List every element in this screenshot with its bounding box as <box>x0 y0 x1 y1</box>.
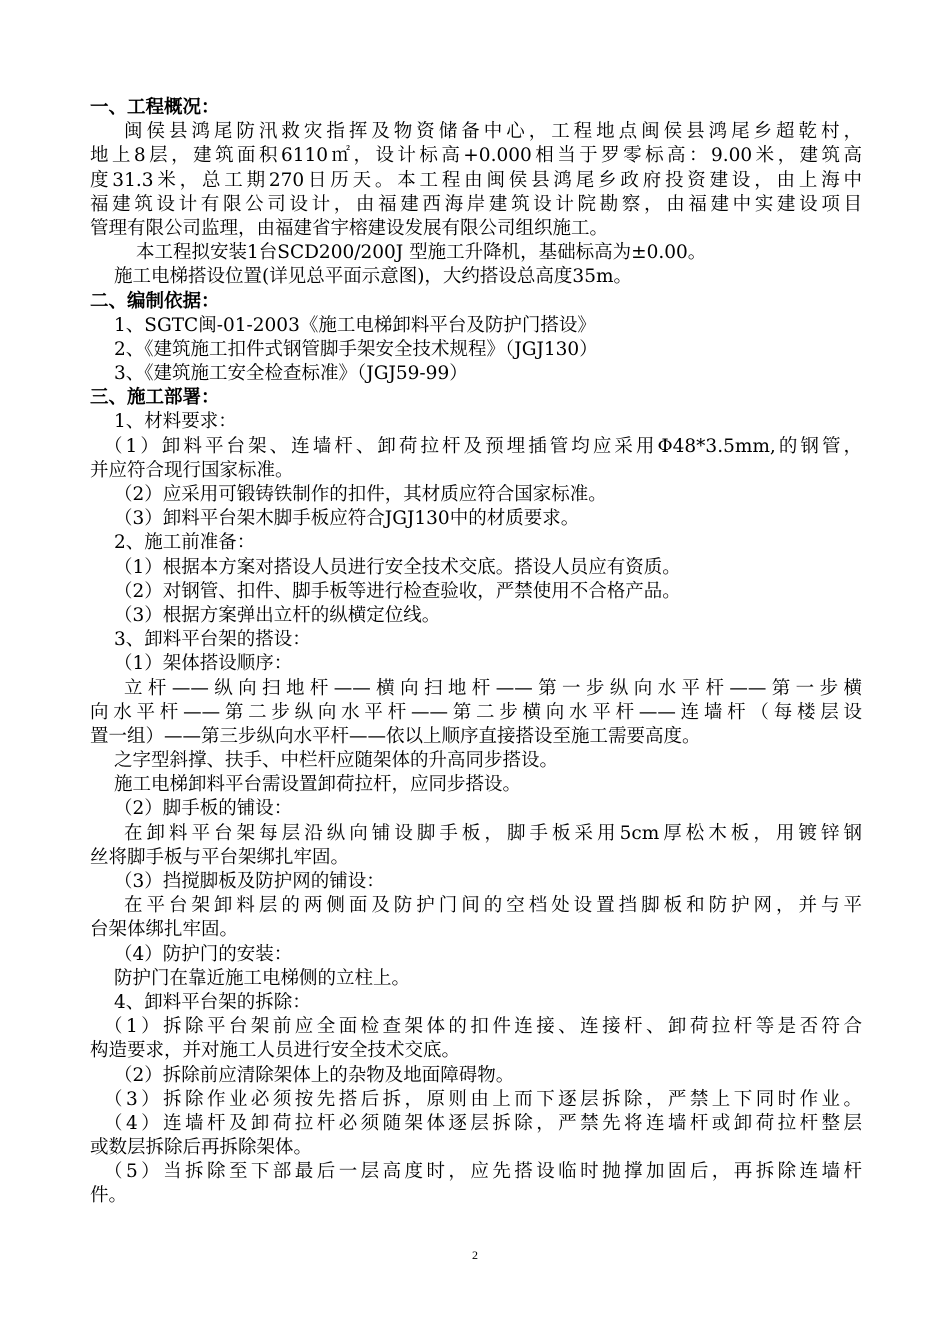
paragraph-line: （2）应采用可锻铸铁制作的扣件，其材质应符合国家标准。 <box>114 484 607 505</box>
paragraph-line: 在卸料平台架每层沿纵向铺设脚手板，脚手板采用5cm厚松木板，用镀锌钢 <box>124 822 862 844</box>
paragraph-line: （5）当拆除至下部最后一层高度时，应先搭设临时抛撑加固后，再拆除连墙杆 <box>104 1161 862 1183</box>
paragraph-line: 2、施工前准备： <box>114 532 256 554</box>
paragraph-line: 管理有限公司监理，由福建省宇榕建设发展有限公司组织施工。 <box>90 217 609 239</box>
paragraph-line: 丝将脚手板与平台架绑扎牢固。 <box>90 846 350 868</box>
paragraph-line: 之字型斜撑、扶手、中栏杆应随架体的升高同步搭设。 <box>114 750 559 772</box>
paragraph-line: （2）对钢管、扣件、脚手板等进行检查验收，严禁使用不合格产品。 <box>114 580 681 602</box>
paragraph-line: （1）架体搭设顺序： <box>114 653 293 675</box>
paragraph-line: 1、SGTC闽-01-2003《施工电梯卸料平台及防护门搭设》 <box>114 314 596 336</box>
paragraph-line: 构造要求，并对施工人员进行安全技术交底。 <box>90 1040 461 1062</box>
paragraph-line: 3、卸料平台架的搭设： <box>114 629 311 651</box>
paragraph-line: （4）连墙杆及卸荷拉杆必须随架体逐层拆除，严禁先将连墙杆或卸荷拉杆整层 <box>104 1112 862 1134</box>
section-heading: 三、施工部署： <box>90 387 220 409</box>
paragraph-line: 地上8层，建筑面积6110㎡，设计标高+0.000相当于罗零标高：9.00米，建筑高 <box>90 145 862 167</box>
paragraph-line: 度31.3米，总工期270日历天。本工程由闽侯县鸿尾乡政府投资建设，由上海中 <box>90 169 862 191</box>
paragraph-line: （4）防护门的安装： <box>114 943 293 965</box>
paragraph-line: 防护门在靠近施工电梯侧的立柱上。 <box>114 967 411 989</box>
paragraph-line: （2）拆除前应清除架体上的杂物及地面障碍物。 <box>114 1064 515 1086</box>
paragraph-line: （1）卸料平台架、连墙杆、卸荷拉杆及预埋插管均应采用Φ48*3.5mm,的钢管， <box>104 435 862 457</box>
paragraph-line: 施工电梯搭设位置(详见总平面示意图)，大约搭设总高度35m。 <box>114 266 633 288</box>
page-number: 2 <box>472 1248 478 1262</box>
paragraph-line: 施工电梯卸料平台需设置卸荷拉杆，应同步搭设。 <box>114 774 522 796</box>
paragraph-line: 在平台架卸料层的两侧面及防护门间的空档处设置挡脚板和防护网，并与平 <box>124 895 862 917</box>
paragraph-line: 件。 <box>90 1185 128 1207</box>
paragraph-line: 福建筑设计有限公司设计，由福建西海岸建筑设计院勘察，由福建中实建设项目 <box>90 193 862 215</box>
paragraph-line: 向水平杆——第二步纵向水平杆——第二步横向水平杆——连墙杆（每楼层设 <box>90 701 862 723</box>
section-heading: 一、工程概况： <box>90 97 220 118</box>
paragraph-line: 1、材料要求： <box>114 411 237 433</box>
paragraph-line: 闽侯县鸿尾防汛救灾指挥及物资储备中心，工程地点闽侯县鸿尾乡超乾村， <box>124 121 862 143</box>
paragraph-line: 或数层拆除后再拆除架体。 <box>90 1137 313 1159</box>
section-heading: 二、编制依据： <box>90 290 220 312</box>
paragraph-line: （3）拆除作业必须按先搭后拆，原则由上而下逐层拆除，严禁上下同时作业。 <box>104 1088 862 1110</box>
paragraph-line: 置一组）——第三步纵向水平杆——依以上顺序直接搭设至施工需要高度。 <box>90 725 701 747</box>
paragraph-line: （2）脚手板的铺设： <box>114 798 293 820</box>
paragraph-line: 2、《建筑施工扣件式钢管脚手架安全技术规程》（JGJ130） <box>114 338 598 360</box>
document-page <box>90 96 862 1209</box>
paragraph-line: （3）根据方案弹出立杆的纵横定位线。 <box>114 604 441 626</box>
paragraph-line: 4、卸料平台架的拆除： <box>114 991 311 1013</box>
paragraph-line: （3）挡搅脚板及防护网的铺设： <box>114 871 385 892</box>
paragraph-line: 并应符合现行国家标准。 <box>90 459 294 481</box>
paragraph-line: （3）卸料平台架木脚手板应符合JGJ130中的材质要求。 <box>114 508 580 530</box>
paragraph-line: （1）拆除平台架前应全面检查架体的扣件连接、连接杆、卸荷拉杆等是否符合 <box>104 1016 862 1038</box>
paragraph-line: 立杆——纵向扫地杆——横向扫地杆——第一步纵向水平杆——第一步横 <box>124 677 862 699</box>
paragraph-line: 台架体绑扎牢固。 <box>90 919 239 941</box>
paragraph-line: 3、《建筑施工安全检查标准》（JGJ59-99） <box>114 363 468 385</box>
paragraph-line: （1）根据本方案对搭设人员进行安全技术交底。搭设人员应有资质。 <box>114 556 681 578</box>
paragraph-line: 本工程拟安装1台SCD200/200J 型施工升降机，基础标高为±0.00。 <box>136 242 707 264</box>
